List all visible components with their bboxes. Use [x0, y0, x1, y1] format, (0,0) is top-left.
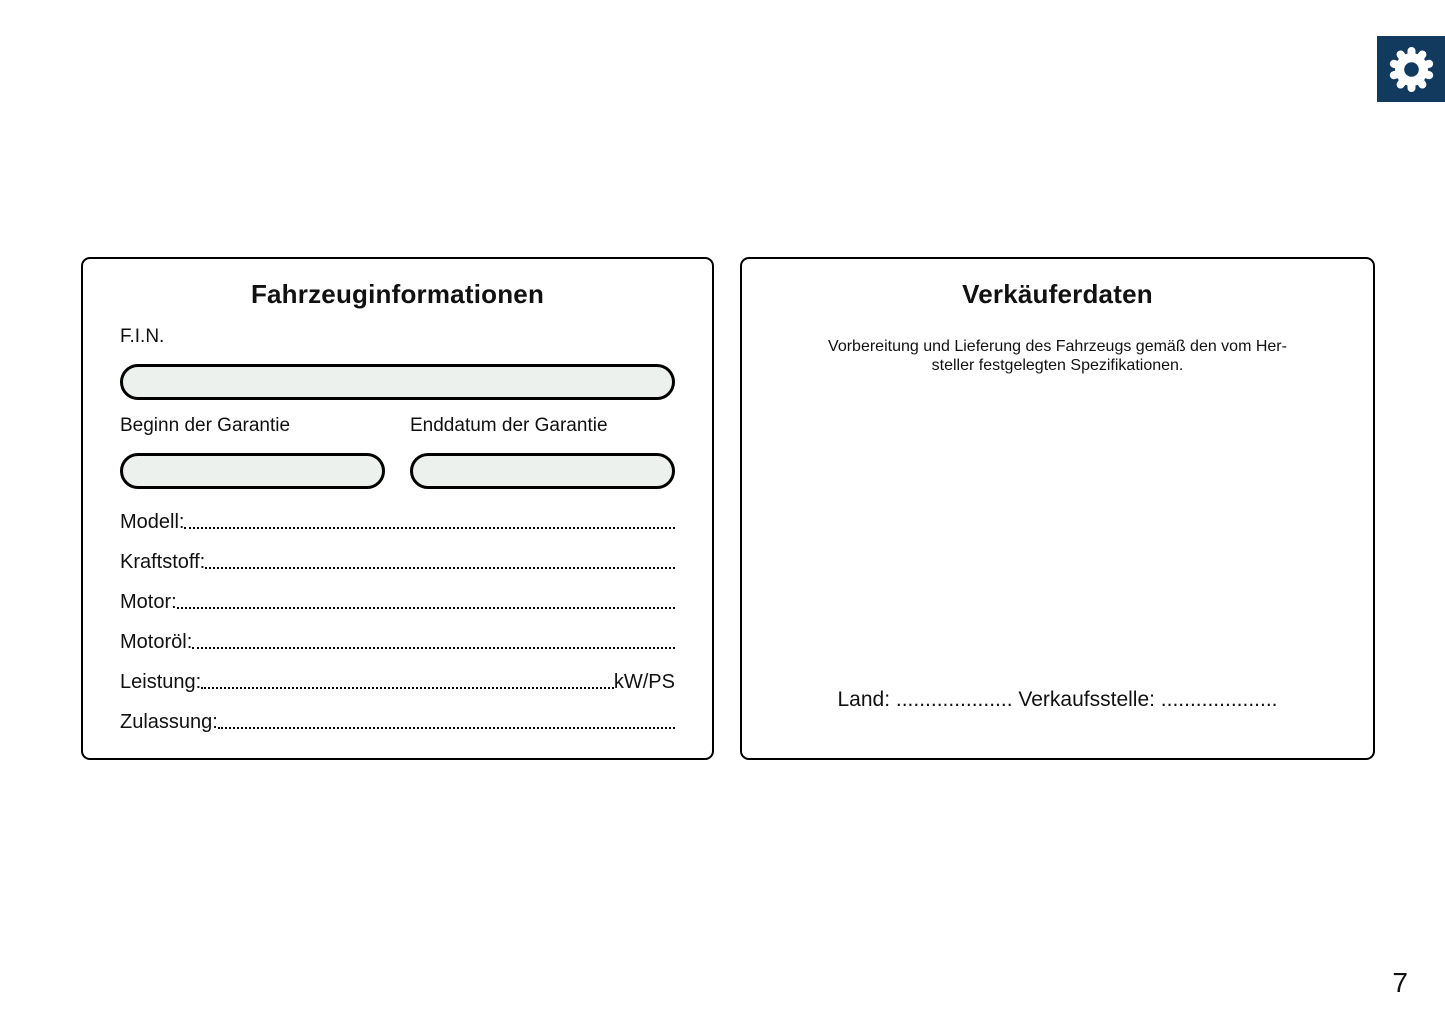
gear-icon [1388, 46, 1435, 93]
row-label: Leistung: [120, 671, 202, 693]
dotted-leader [205, 567, 675, 569]
seller-subtitle-line1: Vorbereitung und Lieferung des Fahrzeugs gemäß den vom Her- [828, 338, 1287, 355]
seller-box-title: Verkäuferdaten [962, 279, 1153, 309]
row-leistung [120, 659, 675, 699]
warranty-dates-row [120, 414, 675, 489]
vehicle-box-title: Fahrzeuginformationen [250, 279, 545, 309]
fin-label: F.I.N. [120, 326, 165, 347]
row-label: Kraftstoff: [120, 551, 206, 573]
row-modell [120, 499, 675, 539]
row-kraftstoff [120, 539, 675, 579]
warranty-start-label: Beginn der Garantie [120, 415, 291, 436]
seller-subtitle-line2: steller festgelegten Spezifikationen. [931, 357, 1184, 374]
row-label: Motor: [120, 591, 177, 613]
row-label: Zulassung: [120, 711, 218, 733]
row-suffix: kW/PS [613, 671, 675, 693]
page-number: 7 [1392, 967, 1408, 998]
warranty-end-label: Enddatum der Garantie [410, 415, 608, 436]
fin-field [120, 364, 675, 400]
warranty-end-field [410, 453, 675, 489]
dotted-leader [201, 687, 614, 689]
dotted-leader [218, 727, 675, 729]
warranty-end-col [410, 414, 675, 489]
warranty-start-field [120, 453, 385, 489]
row-label: Motoröl: [120, 631, 193, 653]
seller-data-box [740, 257, 1375, 760]
row-motoroel [120, 619, 675, 659]
dotted-leader [184, 527, 675, 529]
warranty-start-col [120, 414, 385, 489]
vehicle-detail-rows [120, 499, 675, 739]
seller-subtitle [782, 337, 1333, 375]
dotted-leader [192, 647, 675, 649]
land-verkaufsstelle-line: Land: .................... Verkaufsstelle: .................... [837, 688, 1278, 711]
vehicle-info-box [81, 257, 714, 760]
brand-badge [1377, 36, 1445, 102]
row-zulassung [120, 699, 675, 739]
row-label: Modell: [120, 511, 185, 533]
dotted-leader [177, 607, 675, 609]
row-motor [120, 579, 675, 619]
